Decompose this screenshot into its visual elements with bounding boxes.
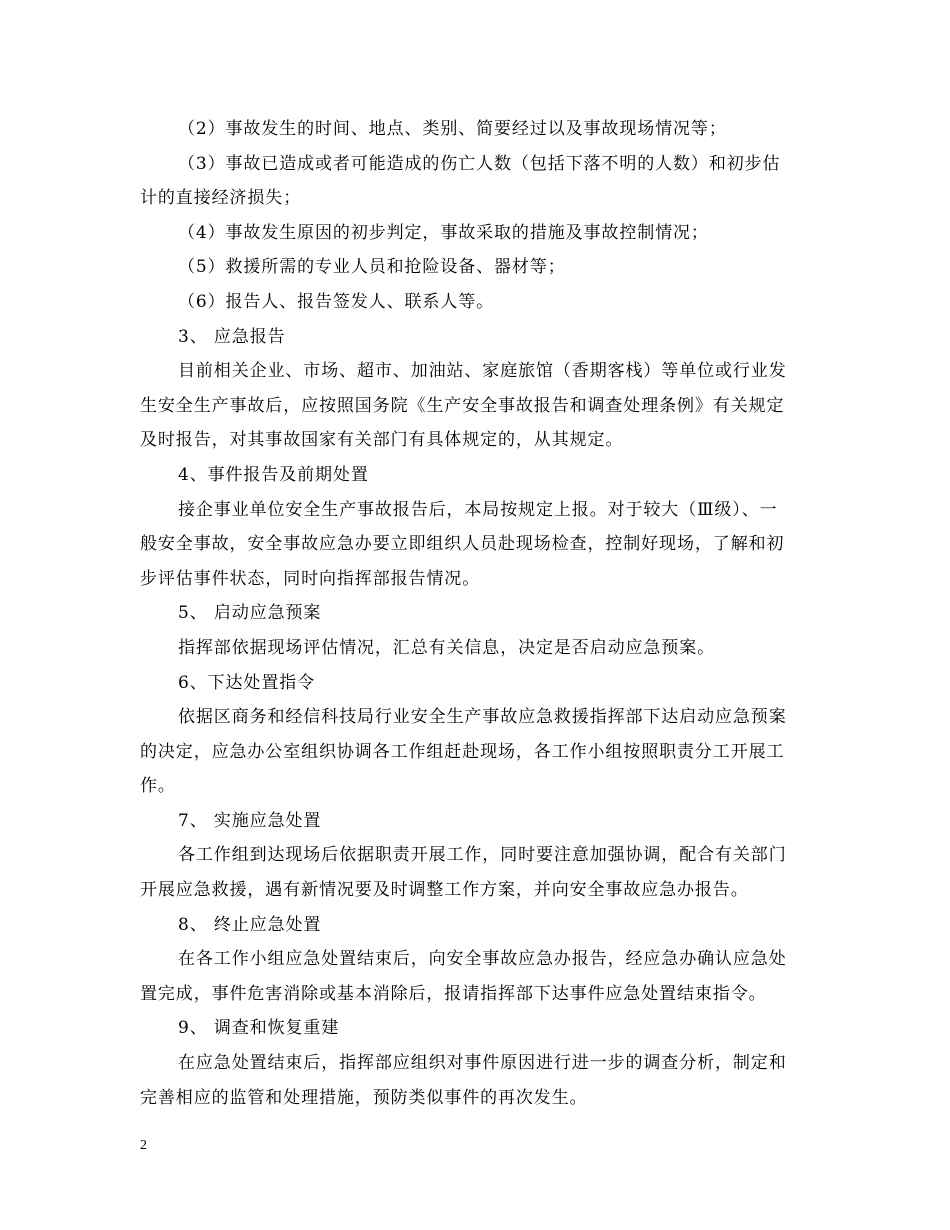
section-heading-event-report: 4、事件报告及前期处置 bbox=[178, 464, 369, 485]
body-line-12: 接企事业单位安全生产事故报告后，本局按规定上报。对于较大（Ⅲ级）、一 bbox=[178, 499, 778, 520]
section-heading-start-plan: 5、 启动应急预案 bbox=[178, 603, 322, 624]
section-heading-issue-orders: 6、下达处置指令 bbox=[178, 672, 316, 693]
section-heading-investigation-recovery: 9、 调查和恢复重建 bbox=[178, 1018, 340, 1039]
body-line-18: 依据区商务和经信科技局行业安全生产事故应急救援指挥部下达启动应急预案 bbox=[178, 707, 787, 728]
body-line-26: 置完成，事件危害消除或基本消除后，报请指挥部下达事件应急处置结束指令。 bbox=[140, 983, 767, 1004]
body-line-1: （2）事故发生的时间、地点、类别、简要经过以及事故现场情况等； bbox=[178, 119, 727, 139]
body-line-13: 般安全事故，安全事故应急办要立即组织人员赴现场检查，控制好现场，了解和初 bbox=[140, 534, 785, 555]
body-line-5: （5）救援所需的专业人员和抢险设备、器材等； bbox=[178, 257, 566, 278]
body-line-6: （6）报告人、报告签发人、联系人等。 bbox=[178, 291, 495, 312]
body-line-3: 计的直接经济损失； bbox=[140, 188, 302, 209]
body-line-19: 的决定，应急办公室组织协调各工作组赶赴现场，各工作小组按照职责分工开展工 bbox=[140, 741, 785, 762]
body-line-23: 开展应急救援，遇有新情况要及时调整工作方案，并向安全事故应急办报告。 bbox=[140, 880, 749, 901]
section-heading-terminate-response: 8、 终止应急处置 bbox=[178, 914, 322, 935]
section-heading-emergency-report: 3、 应急报告 bbox=[178, 326, 286, 347]
body-line-16: 指挥部依据现场评估情况，汇总有关信息，决定是否启动应急预案。 bbox=[178, 637, 715, 658]
body-line-9: 生安全生产事故后，应按照国务院《生产安全事故报告和调查处理条例》有关规定 bbox=[140, 395, 785, 416]
body-line-14: 步评估事件状态，同时向指挥部报告情况。 bbox=[140, 568, 481, 589]
body-line-2: （3）事故已造成或者可能造成的伤亡人数（包括下落不明的人数）和初步估 bbox=[178, 153, 781, 174]
page-number: 2 bbox=[140, 1138, 147, 1153]
body-line-22: 各工作组到达现场后依据职责开展工作，同时要注意加强协调，配合有关部门 bbox=[178, 845, 787, 866]
body-line-10: 及时报告，对其事故国家有关部门有具体规定的，从其规定。 bbox=[140, 430, 624, 451]
body-line-8: 目前相关企业、市场、超市、加油站、家庭旅馆（香期客栈）等单位或行业发 bbox=[178, 361, 787, 382]
body-line-4: （4）事故发生原因的初步判定，事故采取的措施及事故控制情况； bbox=[178, 222, 709, 243]
document-body bbox=[140, 112, 816, 1115]
body-line-25: 在各工作小组应急处置结束后，向安全事故应急办报告，经应急办确认应急处 bbox=[178, 949, 787, 970]
body-line-20: 作。 bbox=[140, 776, 176, 797]
section-heading-implement-response: 7、 实施应急处置 bbox=[178, 810, 322, 831]
body-line-28: 在应急处置结束后，指挥部应组织对事件原因进行进一步的调查分析，制定和 bbox=[178, 1053, 787, 1074]
body-line-29: 完善相应的监管和处理措施，预防类似事件的再次发生。 bbox=[140, 1087, 588, 1108]
